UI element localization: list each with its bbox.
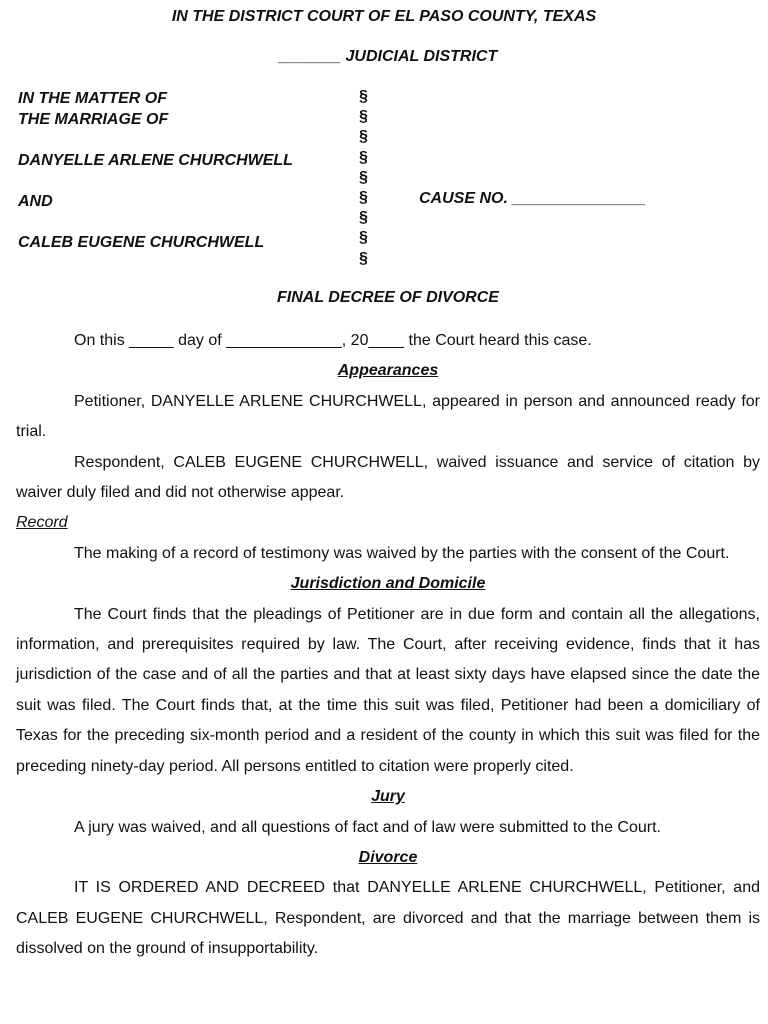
jury-heading: Jury <box>371 788 405 806</box>
divorce-heading: Divorce <box>358 848 418 866</box>
section-symbol: § <box>359 229 368 247</box>
respondent-appearance-paragraph: Respondent, CALEB EUGENE CHURCHWELL, waived issuance and service of citation by waiver duly filed and did not otherwise appear. <box>16 453 760 502</box>
appearances-heading: Appearances <box>337 362 439 380</box>
record-heading: Record <box>16 514 68 532</box>
and-connector: AND <box>18 192 53 210</box>
intro-paragraph: On this _____ day of _____________, 20____ the Court heard this case. <box>74 332 592 349</box>
section-symbol: § <box>359 148 368 166</box>
petitioner-appearance-paragraph: Petitioner, DANYELLE ARLENE CHURCHWELL, appeared in person and announced ready for trial. <box>16 392 760 441</box>
petitioner-name: DANYELLE ARLENE CHURCHWELL <box>18 151 293 169</box>
section-symbol: § <box>359 168 368 186</box>
cause-number: CAUSE NO. _______________ <box>419 190 646 207</box>
section-symbol: § <box>359 88 368 105</box>
jury-paragraph: A jury was waived, and all questions of fact and of law were submitted to the Court. <box>74 818 661 836</box>
section-symbol: § <box>359 188 368 206</box>
matter-line-1: IN THE MATTER OF <box>18 90 168 107</box>
decree-title: FINAL DECREE OF DIVORCE <box>277 289 499 306</box>
jurisdiction-paragraph: The Court finds that the pleadings of Petitioner are in due form and contain all the allegations, information, and prerequisites required by law. The Court, after receiving evidence, finds that it has jurisdiction of the case and of all the parties and that at least sixty days have elapsed since the date the suit was filed. The Court finds that, at the time this suit was filed, Petitioner had been a domiciliary of Texas for the preceding six-month period and a resident of the county in which this suit was filed for the preceding ninety-day period. All persons entitled to citation were properly cited. <box>16 605 760 775</box>
case-caption <box>18 89 293 253</box>
section-symbol: § <box>359 108 368 126</box>
divorce-paragraph: IT IS ORDERED AND DECREED that DANYELLE ARLENE CHURCHWELL, Petitioner, and CALEB EUGENE CHURCHWELL, Respondent, are divorced and that the marriage between them is dissolved on the ground of insupportability. <box>16 879 760 958</box>
decree-body <box>16 326 760 965</box>
respondent-name: CALEB EUGENE CHURCHWELL <box>18 233 265 251</box>
jurisdiction-heading: Jurisdiction and Domicile <box>290 575 486 593</box>
judicial-district: _______ JUDICIAL DISTRICT <box>278 48 498 65</box>
court-title: IN THE DISTRICT COURT OF EL PASO COUNTY, TEXAS <box>171 8 597 25</box>
record-paragraph: The making of a record of testimony was waived by the parties with the consent of the Court. <box>74 544 730 562</box>
matter-line-2: THE MARRIAGE OF <box>18 110 169 128</box>
section-symbol: § <box>359 209 368 227</box>
section-symbol-column <box>359 87 368 269</box>
section-symbol: § <box>359 128 368 146</box>
section-symbol: § <box>359 249 368 267</box>
